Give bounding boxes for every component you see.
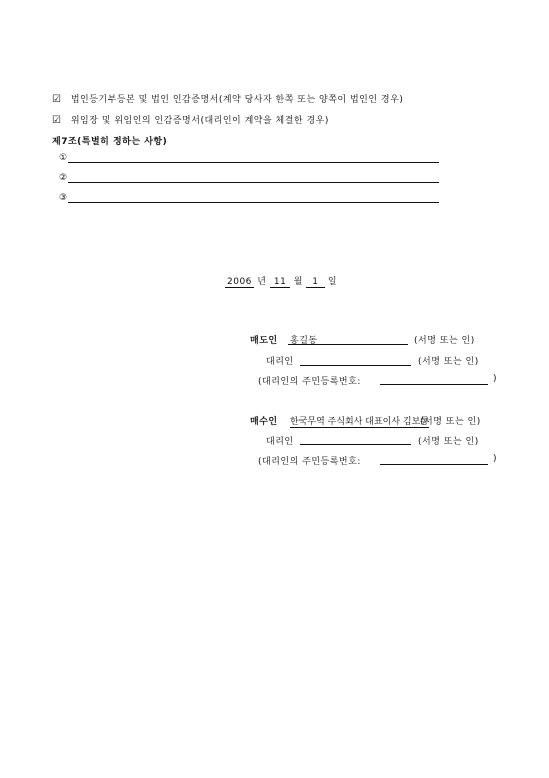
date-day: 1 (306, 277, 324, 288)
date-month: 11 (270, 277, 290, 288)
seller-agent-line[interactable] (300, 365, 411, 366)
date-year: 2006 (227, 277, 252, 287)
buyer-agent-label: 대리인 (266, 437, 294, 447)
seller-agent-id-close: ) (493, 374, 498, 384)
attachment-item-power-of-attorney (52, 113, 329, 126)
buyer-agent-id-line[interactable] (380, 464, 488, 465)
special-term-number: ② (59, 173, 68, 183)
attachment-item-corporate-registry (52, 92, 403, 105)
special-term-number: ① (59, 153, 68, 163)
buyer-agent-sign-note: (서명 또는 인) (418, 437, 479, 447)
special-term-line[interactable] (68, 202, 439, 203)
special-term-number: ③ (59, 193, 68, 203)
date-year-unit: 년 (257, 277, 267, 287)
date-day-unit: 일 (327, 277, 338, 287)
buyer-sign-note: (서명 또는 인) (420, 417, 481, 427)
special-term-line[interactable] (68, 182, 439, 183)
seller-agent-label: 대리인 (266, 357, 294, 367)
seller-sign-note: (서명 또는 인) (414, 336, 475, 346)
article7-heading: 제7조(특별히 정하는 사항) (52, 137, 168, 147)
buyer-agent-id-close: ) (493, 454, 498, 464)
buyer-agent-id-label: (대리인의 주민등록번호: (258, 457, 361, 467)
special-term-line[interactable] (68, 162, 439, 163)
seller-name: 홍길동 (290, 336, 318, 346)
seller-label: 매도인 (250, 336, 278, 346)
seller-name-line[interactable] (288, 344, 408, 345)
date-month-unit: 월 (293, 277, 303, 287)
seller-agent-sign-note: (서명 또는 인) (418, 357, 479, 367)
checkbox-checked-icon: ☑ (52, 94, 62, 105)
buyer-name: 한국무역 주식회사 대표이사 김보통 (290, 414, 429, 428)
buyer-label: 매수인 (250, 417, 278, 427)
buyer-agent-line[interactable] (300, 444, 411, 445)
checkbox-checked-icon: ☑ (52, 115, 62, 126)
attachment-text: 위임장 및 위임인의 인감증명서(대리인이 계약을 체결한 경우) (70, 116, 329, 126)
seller-agent-id-label: (대리인의 주민등록번호: (258, 377, 361, 387)
contract-date (225, 274, 337, 287)
seller-agent-id-line[interactable] (380, 384, 488, 385)
attachment-text: 법인등기부등본 및 법인 인감증명서(계약 당사자 한쪽 또는 양쪽이 법인인 경우) (70, 95, 404, 105)
